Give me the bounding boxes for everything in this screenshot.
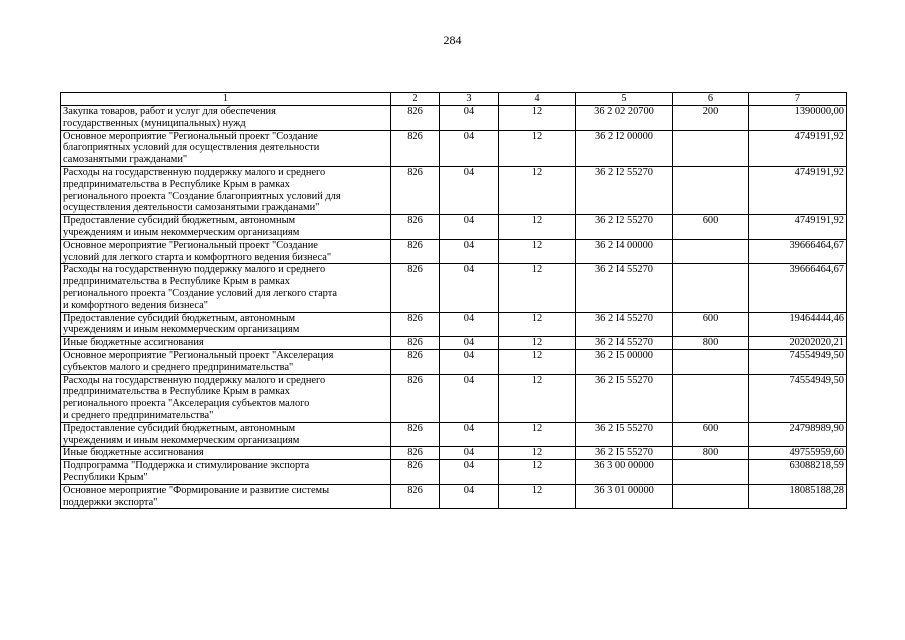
table-row [61, 460, 847, 485]
expense-type-cell [673, 484, 749, 509]
amount-cell: 39666464,67 [749, 239, 847, 264]
column-header: 7 [749, 93, 847, 106]
section-cell: 04 [440, 374, 499, 422]
target-article-cell: 36 2 I4 55270 [576, 264, 673, 312]
table-row [61, 106, 847, 131]
table-row [61, 239, 847, 264]
ministry-code-cell: 826 [391, 374, 440, 422]
ministry-code-cell: 826 [391, 312, 440, 337]
column-header: 5 [576, 93, 673, 106]
amount-cell: 24798989,90 [749, 422, 847, 447]
table-row [61, 484, 847, 509]
subsection-cell: 12 [499, 349, 576, 374]
ministry-code-cell: 826 [391, 460, 440, 485]
section-cell: 04 [440, 460, 499, 485]
column-header: 1 [61, 93, 391, 106]
expense-type-cell [673, 239, 749, 264]
subsection-cell: 12 [499, 239, 576, 264]
section-cell: 04 [440, 106, 499, 131]
target-article-cell: 36 2 I4 00000 [576, 239, 673, 264]
section-cell: 04 [440, 337, 499, 350]
section-cell: 04 [440, 422, 499, 447]
row-name-cell: Подпрограмма "Поддержка и стимулирование экспорта Республики Крым" [61, 460, 391, 485]
target-article-cell: 36 2 I5 55270 [576, 447, 673, 460]
section-cell: 04 [440, 239, 499, 264]
expense-type-cell: 600 [673, 312, 749, 337]
section-cell: 04 [440, 312, 499, 337]
row-name-cell: Основное мероприятие "Формирование и развитие системы поддержки экспорта" [61, 484, 391, 509]
column-header: 6 [673, 93, 749, 106]
column-header: 2 [391, 93, 440, 106]
expense-type-cell: 200 [673, 106, 749, 131]
subsection-cell: 12 [499, 422, 576, 447]
subsection-cell: 12 [499, 215, 576, 240]
ministry-code-cell: 826 [391, 484, 440, 509]
target-article-cell: 36 2 I5 00000 [576, 349, 673, 374]
target-article-cell: 36 2 I4 55270 [576, 337, 673, 350]
subsection-cell: 12 [499, 130, 576, 166]
row-name-cell: Предоставление субсидий бюджетным, автономным учреждениям и иным некоммерческим организациям [61, 215, 391, 240]
amount-cell: 4749191,92 [749, 215, 847, 240]
amount-cell: 4749191,92 [749, 166, 847, 214]
amount-cell: 49755959,60 [749, 447, 847, 460]
section-cell: 04 [440, 484, 499, 509]
row-name-cell: Предоставление субсидий бюджетным, автономным учреждениям и иным некоммерческим организациям [61, 312, 391, 337]
expense-type-cell: 600 [673, 215, 749, 240]
table-row [61, 130, 847, 166]
expense-type-cell: 800 [673, 447, 749, 460]
subsection-cell: 12 [499, 337, 576, 350]
subsection-cell: 12 [499, 374, 576, 422]
row-name-cell: Закупка товаров, работ и услуг для обеспечения государственных (муниципальных) нужд [61, 106, 391, 131]
expense-type-cell [673, 374, 749, 422]
subsection-cell: 12 [499, 460, 576, 485]
row-name-cell: Предоставление субсидий бюджетным, автономным учреждениям и иным некоммерческим организациям [61, 422, 391, 447]
row-name-cell: Иные бюджетные ассигнования [61, 337, 391, 350]
row-name-cell: Расходы на государственную поддержку малого и среднего предпринимательства в Республике Крым в рамках регионального проекта "Создание благоприятных условий для осуществления деятельности самозанятыми гражданами" [61, 166, 391, 214]
ministry-code-cell: 826 [391, 264, 440, 312]
amount-cell: 74554949,50 [749, 374, 847, 422]
amount-cell: 19464444,46 [749, 312, 847, 337]
ministry-code-cell: 826 [391, 349, 440, 374]
table-body [61, 106, 847, 509]
table-row [61, 337, 847, 350]
subsection-cell: 12 [499, 312, 576, 337]
expense-type-cell [673, 460, 749, 485]
subsection-cell: 12 [499, 264, 576, 312]
table-row [61, 447, 847, 460]
row-name-cell: Основное мероприятие "Региональный проект "Создание благоприятных условий для осуществления деятельности самозанятыми гражданами" [61, 130, 391, 166]
ministry-code-cell: 826 [391, 337, 440, 350]
ministry-code-cell: 826 [391, 106, 440, 131]
section-cell: 04 [440, 264, 499, 312]
expense-type-cell [673, 166, 749, 214]
table-row [61, 215, 847, 240]
page-number: 284 [443, 33, 462, 47]
table-row [61, 349, 847, 374]
amount-cell: 1390000,00 [749, 106, 847, 131]
section-cell: 04 [440, 215, 499, 240]
target-article-cell: 36 2 I5 55270 [576, 422, 673, 447]
subsection-cell: 12 [499, 447, 576, 460]
row-name-cell: Основное мероприятие "Региональный проект "Акселерация субъектов малого и среднего предпринимательства" [61, 349, 391, 374]
row-name-cell: Расходы на государственную поддержку малого и среднего предпринимательства в Республике Крым в рамках регионального проекта "Акселерация субъектов малого и среднего предпринимательства" [61, 374, 391, 422]
target-article-cell: 36 2 I2 00000 [576, 130, 673, 166]
table-row [61, 264, 847, 312]
expense-type-cell [673, 349, 749, 374]
table-row [61, 312, 847, 337]
row-name-cell: Иные бюджетные ассигнования [61, 447, 391, 460]
ministry-code-cell: 826 [391, 215, 440, 240]
expense-type-cell: 800 [673, 337, 749, 350]
subsection-cell: 12 [499, 484, 576, 509]
ministry-code-cell: 826 [391, 130, 440, 166]
amount-cell: 20202020,21 [749, 337, 847, 350]
table-row [61, 422, 847, 447]
expense-type-cell: 600 [673, 422, 749, 447]
section-cell: 04 [440, 349, 499, 374]
target-article-cell: 36 2 I4 55270 [576, 312, 673, 337]
target-article-cell: 36 3 01 00000 [576, 484, 673, 509]
row-name-cell: Основное мероприятие "Региональный проект "Создание условий для легкого старта и комфортного ведения бизнеса" [61, 239, 391, 264]
ministry-code-cell: 826 [391, 239, 440, 264]
section-cell: 04 [440, 447, 499, 460]
budget-table [60, 92, 847, 509]
subsection-cell: 12 [499, 106, 576, 131]
ministry-code-cell: 826 [391, 166, 440, 214]
table-row [61, 166, 847, 214]
target-article-cell: 36 2 I2 55270 [576, 215, 673, 240]
ministry-code-cell: 826 [391, 422, 440, 447]
amount-cell: 18085188,28 [749, 484, 847, 509]
subsection-cell: 12 [499, 166, 576, 214]
amount-cell: 74554949,50 [749, 349, 847, 374]
section-cell: 04 [440, 130, 499, 166]
ministry-code-cell: 826 [391, 447, 440, 460]
section-cell: 04 [440, 166, 499, 214]
expense-type-cell [673, 264, 749, 312]
column-header: 4 [499, 93, 576, 106]
header-row [61, 93, 847, 106]
amount-cell: 63088218,59 [749, 460, 847, 485]
target-article-cell: 36 2 I2 55270 [576, 166, 673, 214]
target-article-cell: 36 3 00 00000 [576, 460, 673, 485]
row-name-cell: Расходы на государственную поддержку малого и среднего предпринимательства в Республике Крым в рамках регионального проекта "Создание условий для легкого старта и комфортного ведения бизнеса" [61, 264, 391, 312]
amount-cell: 39666464,67 [749, 264, 847, 312]
expense-type-cell [673, 130, 749, 166]
column-header: 3 [440, 93, 499, 106]
target-article-cell: 36 2 02 20700 [576, 106, 673, 131]
amount-cell: 4749191,92 [749, 130, 847, 166]
table-row [61, 374, 847, 422]
target-article-cell: 36 2 I5 55270 [576, 374, 673, 422]
